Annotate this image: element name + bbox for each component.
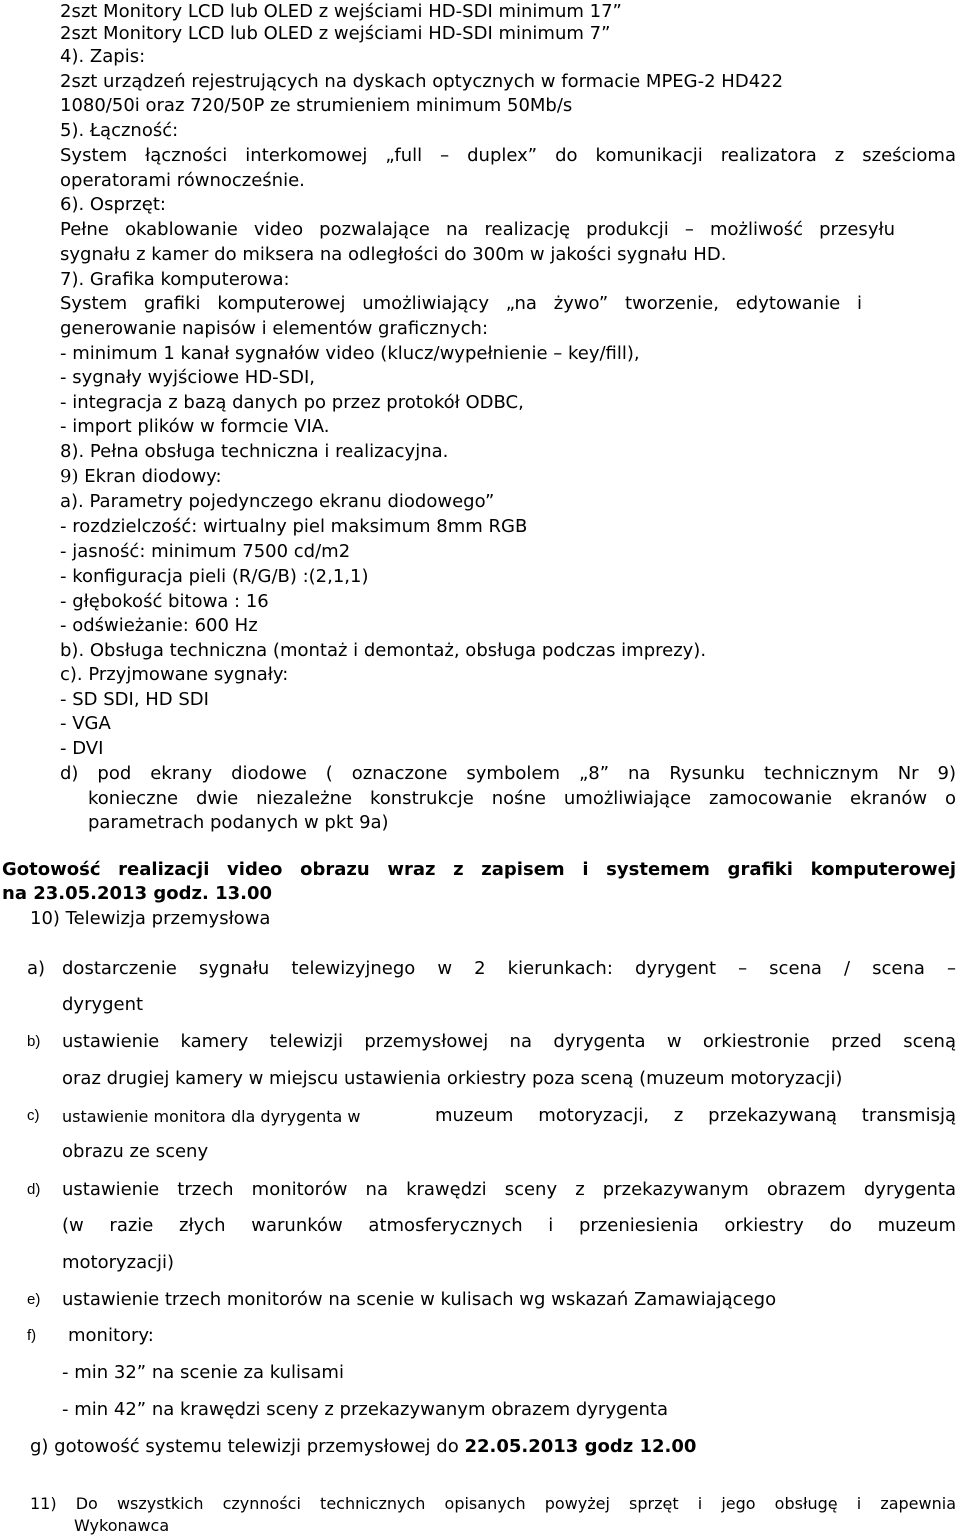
subheading-sygnaly: c). Przyjmowane sygnały: bbox=[60, 664, 289, 685]
list-item-dvi: - DVI bbox=[60, 738, 104, 759]
item-d-line-1: ustawienie trzech monitorów na krawędzi sceny z przekazywanym obrazem dyrygenta bbox=[62, 1179, 956, 1200]
item-c-line-2: obrazu ze sceny bbox=[62, 1141, 209, 1162]
heading-lacznosc: 5). Łączność: bbox=[60, 120, 179, 141]
item-g-text: g) gotowość systemu telewizji przemysłowej do bbox=[30, 1436, 465, 1457]
item-d-line-2: (w razie złych warunków atmosferycznych i przeniesienia orkiestry do muzeum bbox=[62, 1215, 956, 1236]
item-b-line-2: oraz drugiej kamery w miejscu ustawienia orkiestry poza sceną (muzeum motoryzacji) bbox=[62, 1068, 843, 1089]
bold-deadline-line-2: na 23.05.2013 godz. 13.00 bbox=[2, 883, 273, 904]
item-c-line-1a: ustawienie monitora dla dyrygenta w bbox=[62, 1107, 361, 1126]
list-item-hd-sdi: - sygnały wyjściowe HD-SDI, bbox=[60, 367, 315, 388]
item-g-deadline: 22.05.2013 godz 12.00 bbox=[464, 1436, 697, 1457]
item-b-line-1: ustawienie kamery telewizji przemysłowej na dyrygenta w orkiestronie przed sceną bbox=[62, 1031, 956, 1052]
label-e: e) bbox=[27, 1291, 41, 1308]
list-item-vga: - VGA bbox=[60, 713, 111, 734]
item-a-line-2: dyrygent bbox=[62, 994, 144, 1015]
line-monitors-7: 2szt Monitory LCD lub OLED z wejściami HD-SDI minimum 7” bbox=[60, 23, 611, 44]
line-recorders-format: 1080/50i oraz 720/50P ze strumieniem minimum 50Mb/s bbox=[60, 95, 573, 116]
item-c-line-1b: muzeum motoryzacji, z przekazywaną transmisją bbox=[435, 1105, 956, 1126]
label-d: d) bbox=[27, 1181, 41, 1198]
line-intercom-operators: operatorami równocześnie. bbox=[60, 170, 305, 191]
heading-osprzet: 6). Osprzęt: bbox=[60, 194, 166, 215]
line-konstrukcje-3: parametrach podanych w pkt 9a) bbox=[88, 812, 389, 833]
bold-deadline-line-1: Gotowość realizacji video obrazu wraz z zapisem i systemem grafiki komputerowej bbox=[2, 859, 956, 880]
line-konstrukcje-2: konieczne dwie niezależne konstrukcje nośne umożliwiające zamocowanie ekranów o bbox=[88, 788, 956, 809]
item-e-line-1: ustawienie trzech monitorów na scenie w kulisach wg wskazań Zamawiającego bbox=[62, 1289, 777, 1310]
item-f-line-1: monitory: bbox=[68, 1325, 154, 1346]
list-item-konfiguracja: - konfiguracja pieli (R/G/B) :(2,1,1) bbox=[60, 566, 369, 587]
line-cabling-distance: sygnału z kamer do miksera na odległości do 300m w jakości sygnału HD. bbox=[60, 244, 727, 265]
label-f: f) bbox=[27, 1327, 37, 1344]
subheading-obsluga-techniczna: b). Obsługa techniczna (montaż i demontaż, obsługa podczas imprezy). bbox=[60, 640, 707, 661]
heading-zapis: 4). Zapis: bbox=[60, 46, 146, 67]
list-item-key-fill: - minimum 1 kanał sygnałów video (klucz/wypełnienie – key/fill), bbox=[60, 343, 640, 364]
subheading-parametry: a). Parametry pojedynczego ekranu diodowego” bbox=[60, 491, 495, 512]
heading-ekran-number: 9) bbox=[60, 466, 79, 487]
line-graphics-elements: generowanie napisów i elementów graficznych: bbox=[60, 318, 489, 339]
label-a: a) bbox=[27, 958, 46, 979]
label-b: b) bbox=[27, 1033, 41, 1050]
heading-grafika: 7). Grafika komputerowa: bbox=[60, 269, 290, 290]
item-11-line-1: 11) Do wszystkich czynności technicznych opisanych powyżej sprzęt i jego obsługę i zapewnia bbox=[30, 1494, 956, 1513]
heading-obsluga: 8). Pełna obsługa techniczna i realizacyjna. bbox=[60, 441, 449, 462]
label-c: c) bbox=[27, 1107, 40, 1124]
line-intercom: System łączności interkomowej „full – duplex” do komunikacji realizatora z sześcioma bbox=[60, 145, 956, 166]
list-item-glebokosc: - głębokość bitowa : 16 bbox=[60, 591, 269, 612]
list-item-jasnosc: - jasność: minimum 7500 cd/m2 bbox=[60, 541, 351, 562]
line-recorders: 2szt urządzeń rejestrujących na dyskach optycznych w formacie MPEG-2 HD422 bbox=[60, 71, 784, 92]
line-cabling: Pełne okablowanie video pozwalające na realizację produkcji – możliwość przesyłu bbox=[60, 219, 895, 240]
list-item-rozdzielczosc: - rozdzielczość: wirtualny piel maksimum 8mm RGB bbox=[60, 516, 528, 537]
line-konstrukcje-1: d) pod ekrany diodowe ( oznaczone symbolem „8” na Rysunku technicznym Nr 9) bbox=[60, 763, 956, 784]
line-graphics-system: System grafiki komputerowej umożliwiający „na żywo” tworzenie, edytowanie i bbox=[60, 293, 862, 314]
list-item-odbc: - integracja z bazą danych po przez protokół ODBC, bbox=[60, 392, 524, 413]
item-g bbox=[30, 1435, 696, 1459]
list-item-via: - import plików w formcie VIA. bbox=[60, 416, 330, 437]
list-item-odswiezanie: - odświeżanie: 600 Hz bbox=[60, 615, 258, 636]
heading-ekran bbox=[60, 465, 222, 489]
item-a-line-1: dostarczenie sygnału telewizyjnego w 2 kierunkach: dyrygent – scena / scena – bbox=[62, 958, 956, 979]
heading-telewizja: 10) Telewizja przemysłowa bbox=[30, 908, 271, 929]
item-11-line-2: Wykonawca bbox=[74, 1516, 170, 1535]
list-item-sd-sdi: - SD SDI, HD SDI bbox=[60, 689, 209, 710]
item-f-line-2: - min 32” na scenie za kulisami bbox=[62, 1362, 344, 1383]
line-monitors-17: 2szt Monitory LCD lub OLED z wejściami HD-SDI minimum 17” bbox=[60, 1, 622, 22]
heading-ekran-label: Ekran diodowy: bbox=[84, 466, 222, 487]
item-f-line-3: - min 42” na krawędzi sceny z przekazywanym obrazem dyrygenta bbox=[62, 1399, 668, 1420]
item-d-line-3: motoryzacji) bbox=[62, 1252, 175, 1273]
